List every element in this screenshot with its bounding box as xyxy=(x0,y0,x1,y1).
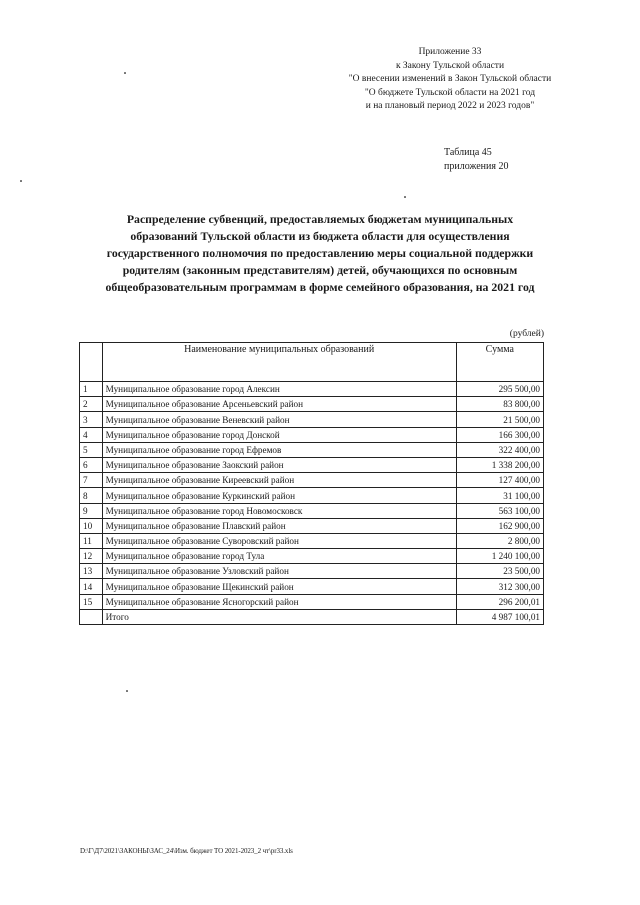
row-number: 6 xyxy=(80,457,103,472)
row-number: 2 xyxy=(80,397,103,412)
row-number: 9 xyxy=(80,503,103,518)
row-number: 3 xyxy=(80,412,103,427)
row-sum: 31 100,00 xyxy=(456,488,543,503)
appendix-line-2: к Закону Тульской области xyxy=(395,60,505,71)
appendix-header xyxy=(300,46,600,114)
table-row xyxy=(80,442,544,457)
row-name: Муниципальное образование Суворовский район xyxy=(102,533,456,548)
row-sum: 563 100,00 xyxy=(456,503,543,518)
title-line-2: образований Тульской области из бюджета области для осуществления xyxy=(130,229,510,243)
row-name: Муниципальное образование Киреевский район xyxy=(102,473,456,488)
table-row xyxy=(80,594,544,609)
row-number: 13 xyxy=(80,564,103,579)
row-number: 8 xyxy=(80,488,103,503)
row-sum: 1 240 100,00 xyxy=(456,549,543,564)
total-label: Итого xyxy=(102,609,456,624)
row-sum: 1 338 200,00 xyxy=(456,457,543,472)
total-number-cell xyxy=(80,609,103,624)
row-name: Муниципальное образование Куркинский район xyxy=(102,488,456,503)
row-name: Муниципальное образование город Донской xyxy=(102,427,456,442)
row-number: 15 xyxy=(80,594,103,609)
row-number: 11 xyxy=(80,533,103,548)
appendix-line-5: и на плановый период 2022 и 2023 годов" xyxy=(365,101,535,111)
table-ref-line-1: Таблица 45 xyxy=(444,147,492,158)
table-reference xyxy=(444,146,554,174)
scan-speck xyxy=(124,72,126,74)
scan-speck xyxy=(404,196,406,198)
row-sum: 296 200,01 xyxy=(456,594,543,609)
total-sum: 4 987 100,01 xyxy=(456,609,543,624)
row-name: Муниципальное образование город Тула xyxy=(102,549,456,564)
row-number: 12 xyxy=(80,549,103,564)
row-sum: 295 500,00 xyxy=(456,382,543,397)
row-sum: 322 400,00 xyxy=(456,442,543,457)
row-sum: 83 800,00 xyxy=(456,397,543,412)
row-number: 5 xyxy=(80,442,103,457)
table-row xyxy=(80,473,544,488)
title-line-4: родителям (законным представителям) детей, обучающихся по основным xyxy=(122,263,518,277)
title-line-5: общеобразовательным программам в форме семейного образования, на 2021 год xyxy=(105,280,535,294)
row-name: Муниципальное образование город Алексин xyxy=(102,382,456,397)
table-row xyxy=(80,549,544,564)
appendix-line-4: "О бюджете Тульской области на 2021 год xyxy=(364,87,536,98)
row-name: Муниципальное образование город Новомосковск xyxy=(102,503,456,518)
subsidy-table xyxy=(79,342,544,625)
row-name: Муниципальное образование Щекинский район xyxy=(102,579,456,594)
row-sum: 127 400,00 xyxy=(456,473,543,488)
table-row xyxy=(80,564,544,579)
document-title xyxy=(70,211,570,296)
table-row xyxy=(80,397,544,412)
units-label: (рублей) xyxy=(509,329,544,339)
appendix-line-1: Приложение 33 xyxy=(418,47,482,57)
table-ref-line-2: приложения 20 xyxy=(444,161,509,172)
row-number: 1 xyxy=(80,382,103,397)
row-sum: 166 300,00 xyxy=(456,427,543,442)
row-sum: 21 500,00 xyxy=(456,412,543,427)
row-name: Муниципальное образование Узловский район xyxy=(102,564,456,579)
row-sum: 312 300,00 xyxy=(456,579,543,594)
row-number: 14 xyxy=(80,579,103,594)
table-row xyxy=(80,427,544,442)
appendix-line-3: "О внесении изменений в Закон Тульской области xyxy=(348,74,552,84)
table-row xyxy=(80,533,544,548)
scan-speck xyxy=(126,690,128,692)
table-row xyxy=(80,503,544,518)
row-name: Муниципальное образование Плавский район xyxy=(102,518,456,533)
file-path-footer: D:\Г\Д7\2021\ЗАКОНЫ\ЗАС_24\Изм. бюджет ТО 2021-2023_2 чт\pr33.xls xyxy=(80,847,293,855)
title-line-3: государственного полномочия по предоставлению меры социальной поддержки xyxy=(106,246,534,260)
row-sum: 2 800,00 xyxy=(456,533,543,548)
row-name: Муниципальное образование Веневский район xyxy=(102,412,456,427)
table-row xyxy=(80,488,544,503)
row-sum: 23 500,00 xyxy=(456,564,543,579)
header-sum-cell: Сумма xyxy=(456,343,543,382)
scan-speck xyxy=(20,180,22,182)
row-number: 10 xyxy=(80,518,103,533)
table-row xyxy=(80,412,544,427)
row-sum: 162 900,00 xyxy=(456,518,543,533)
header-name-cell: Наименование муниципальных образований xyxy=(102,343,456,382)
row-name: Муниципальное образование Ясногорский район xyxy=(102,594,456,609)
row-number: 4 xyxy=(80,427,103,442)
table-row xyxy=(80,382,544,397)
table-row xyxy=(80,579,544,594)
title-line-1: Распределение субвенций, предоставляемых бюджетам муниципальных xyxy=(126,212,514,226)
table-row xyxy=(80,457,544,472)
table-total-row xyxy=(80,609,544,624)
row-number: 7 xyxy=(80,473,103,488)
row-name: Муниципальное образование Заокский район xyxy=(102,457,456,472)
table-row xyxy=(80,518,544,533)
table-header-row xyxy=(80,343,544,382)
header-num-cell xyxy=(80,343,103,382)
row-name: Муниципальное образование город Ефремов xyxy=(102,442,456,457)
row-name: Муниципальное образование Арсеньевский район xyxy=(102,397,456,412)
